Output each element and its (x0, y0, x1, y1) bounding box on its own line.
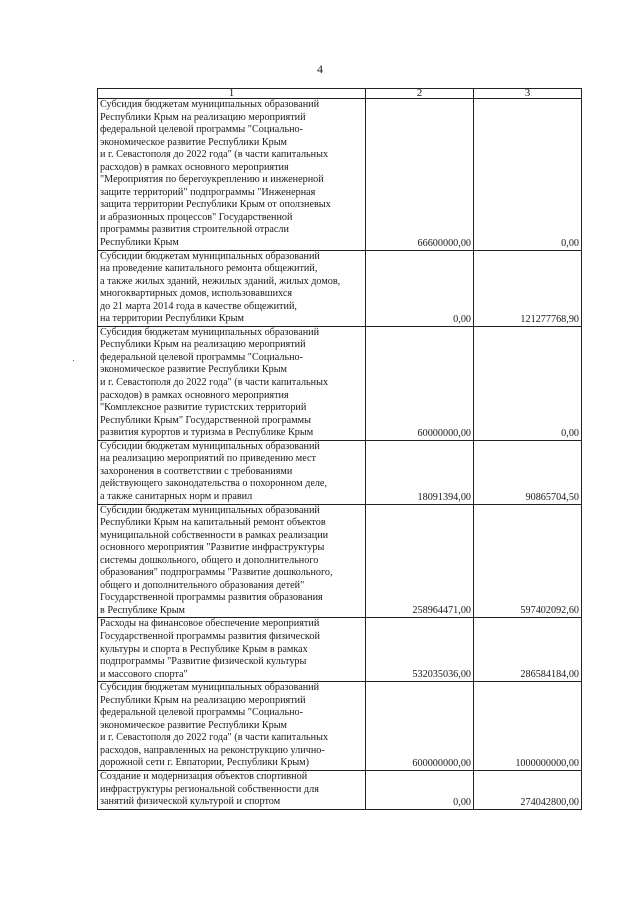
row-description (98, 618, 366, 682)
description-line: дорожной сети г. Евпатории, Республики Крым) (100, 757, 310, 769)
description-line: Субсидия бюджетам муниципальных образований (100, 99, 320, 110)
table-row (98, 618, 582, 682)
column-header-3: 3 (474, 89, 582, 99)
table-row (98, 682, 582, 771)
description-line: системы дошкольного, общего и дополнительного (100, 554, 319, 566)
description-line: и г. Севастополя до 2022 года" (в части капитальных (100, 149, 329, 161)
description-line: и массового спорта" (100, 668, 188, 680)
description-line: захоронения в соответствии с требованиями (100, 465, 293, 477)
description-line: Расходы на финансовое обеспечение мероприятий (100, 618, 320, 630)
amount-col-3: 1000000000,00 (474, 682, 582, 771)
row-description (98, 682, 366, 771)
description-line: Республики Крым" Государственной программы (100, 414, 311, 426)
amount-col-2: 600000000,00 (366, 682, 474, 771)
description-line: Государственной программы развития физической (100, 630, 320, 642)
amount-col-3: 286584184,00 (474, 618, 582, 682)
amount-col-3: 121277768,90 (474, 250, 582, 326)
description-line: действующего законодательства о похоронном деле, (100, 478, 327, 490)
description-line: федеральной целевой программы "Социально- (100, 707, 304, 719)
description-line: Субсидии бюджетам муниципальных образований (100, 250, 320, 262)
description-line: Субсидии бюджетам муниципальных образований (100, 504, 320, 516)
description-line: экономическое развитие Республики Крым (100, 719, 287, 731)
description-line: экономическое развитие Республики Крым (100, 136, 287, 148)
description-line: федеральной целевой программы "Социально- (100, 124, 304, 136)
description-line: Субсидия бюджетам муниципальных образований (100, 326, 320, 338)
amount-col-3: 90865704,50 (474, 440, 582, 504)
description-line: развития курортов и туризма в Республике Крым (100, 427, 314, 439)
description-line: расходов) в рамках основного мероприятия (100, 161, 289, 173)
description-line: расходов) в рамках основного мероприятия (100, 389, 289, 401)
scan-speck (73, 360, 74, 361)
description-line: программы развития строительной отрасли (100, 224, 289, 236)
row-description (98, 770, 366, 809)
description-line: подпрограммы "Развитие физической культуры (100, 656, 307, 668)
amount-col-3: 0,00 (474, 326, 582, 440)
amount-col-2: 18091394,00 (366, 440, 474, 504)
description-line: Республики Крым на реализацию мероприятий (100, 111, 306, 123)
row-description (98, 440, 366, 504)
row-description (98, 326, 366, 440)
page-number: 4 (317, 62, 323, 76)
description-line: федеральной целевой программы "Социально- (100, 351, 304, 363)
description-line: а также жилых зданий, нежилых зданий, жилых домов, (100, 275, 341, 287)
table-row (98, 99, 582, 251)
amount-col-3: 597402092,60 (474, 504, 582, 618)
description-line: на проведение капитального ремонта общежитий, (100, 263, 318, 275)
amount-col-2: 60000000,00 (366, 326, 474, 440)
row-description (98, 250, 366, 326)
description-line: экономическое развитие Республики Крым (100, 364, 287, 376)
description-line: защита территории Республики Крым от оползневых (100, 199, 331, 211)
table-header-row (98, 89, 582, 99)
amount-col-2: 66600000,00 (366, 99, 474, 251)
table-row (98, 504, 582, 618)
amount-col-2: 0,00 (366, 250, 474, 326)
description-line: Субсидия бюджетам муниципальных образований (100, 682, 320, 694)
description-line: расходов, направленных на реконструкцию улично- (100, 744, 325, 756)
description-line: в Республике Крым (100, 604, 186, 616)
description-line: и г. Севастополя до 2022 года" (в части капитальных (100, 377, 329, 389)
description-line: защите территорий" подпрограммы "Инженерная (100, 186, 316, 198)
description-line: Республики Крым на реализацию мероприятий (100, 694, 306, 706)
description-line: культуры и спорта в Республике Крым в рамках (100, 643, 308, 655)
table-row (98, 770, 582, 809)
description-line: муниципальной собственности в рамках реализации (100, 529, 329, 541)
description-line: на реализацию мероприятий по приведению мест (100, 453, 316, 465)
amount-col-2: 532035036,00 (366, 618, 474, 682)
column-header-2: 2 (366, 89, 474, 99)
description-line: Государственной программы развития образования (100, 592, 323, 604)
table-row (98, 326, 582, 440)
description-line: основного мероприятия "Развитие инфраструктуры (100, 542, 325, 554)
description-line: и г. Севастополя до 2022 года" (в части капитальных (100, 732, 329, 744)
table-body (98, 99, 582, 810)
description-line: Республики Крым на реализацию мероприятий (100, 339, 306, 351)
description-line: занятий физической культурой и спортом (100, 796, 281, 808)
description-line: общего и дополнительного образования детей" (100, 579, 305, 591)
description-line: на территории Республики Крым (100, 313, 244, 325)
amount-col-2: 0,00 (366, 770, 474, 809)
description-line: инфраструктуры региональной собственности для (100, 783, 319, 795)
column-header-1: 1 (98, 89, 366, 99)
description-line: многоквартирных домов, использовавшихся (100, 288, 293, 300)
row-description (98, 99, 366, 251)
description-line: Субсидии бюджетам муниципальных образований (100, 440, 320, 452)
description-line: "Комплексное развитие туристских территорий (100, 402, 307, 414)
amount-col-3: 0,00 (474, 99, 582, 251)
description-line: до 21 марта 2014 года в качестве общежитий, (100, 300, 297, 312)
description-line: Республики Крым на капитальный ремонт объектов (100, 517, 326, 529)
description-line: образования" подпрограммы "Развитие дошкольного, (100, 567, 333, 579)
table-row (98, 440, 582, 504)
description-line: и абразионных процессов" Государственной (100, 211, 293, 223)
description-line: Создание и модернизация объектов спортивной (100, 770, 308, 782)
amount-col-2: 258964471,00 (366, 504, 474, 618)
budget-table (97, 88, 582, 810)
row-description (98, 504, 366, 618)
description-line: "Мероприятия по берегоукреплению и инженерной (100, 174, 324, 186)
table-row (98, 250, 582, 326)
description-line: а также санитарных норм и правил (100, 490, 253, 502)
amount-col-3: 274042800,00 (474, 770, 582, 809)
description-line: Республики Крым (100, 237, 179, 249)
